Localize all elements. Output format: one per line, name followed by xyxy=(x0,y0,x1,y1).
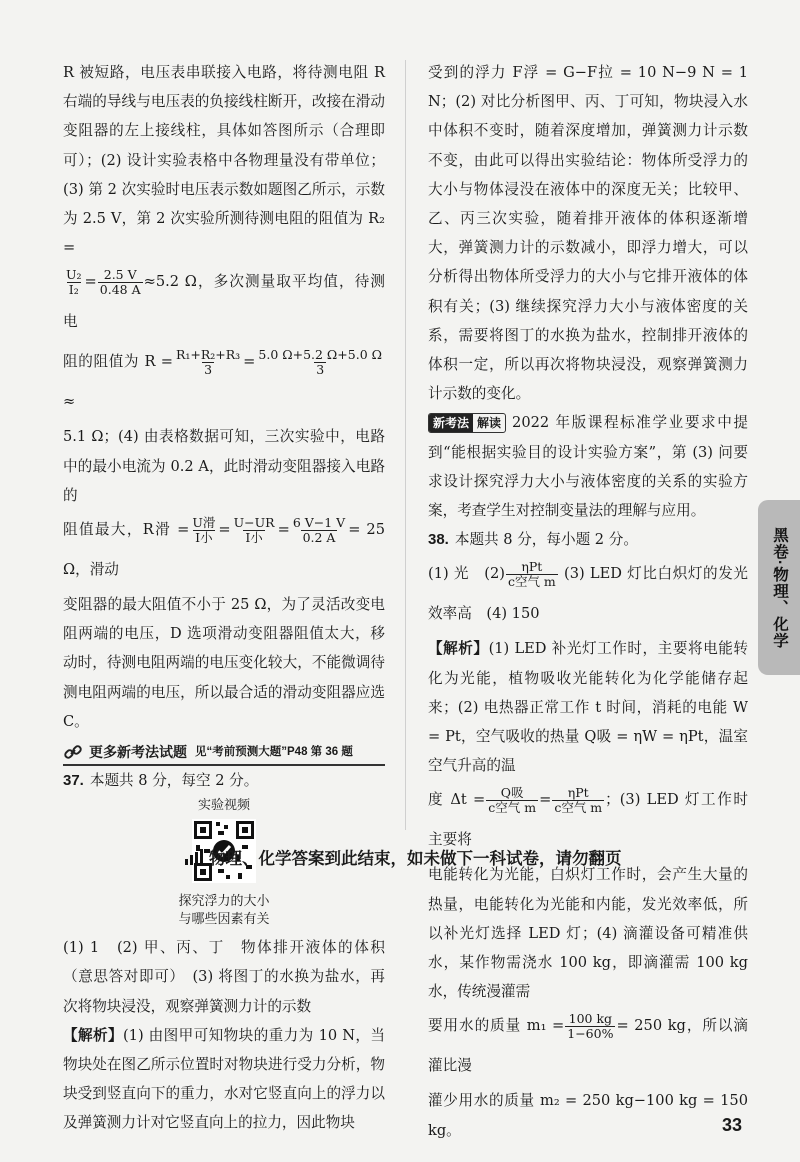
more-questions-title: 更多新考法试题 xyxy=(89,744,187,761)
new-method-note: 新考法 解读 2022 年版课程标准学业要求中提到“能根据实验目的设计实验方案”，第 (3) 问要求设计探究浮力大小与液体密度的关系的实验方案，考查学生对控制变量法的理解与应用。 xyxy=(428,414,748,520)
right-paragraph-6: 灌少用水的质量 m₂ = 250 kg−100 kg = 150 kg。 xyxy=(428,1092,748,1139)
fraction-u-slide: $\frac{\text{U滑}}{\text{I小}}$ xyxy=(192,514,216,545)
question-number: 37. xyxy=(63,772,84,790)
new-method-badge: 新考法 解读 xyxy=(428,413,506,433)
temperature-rise: 度 Δt = $\frac{\text{Q吸}}{\text{c空气 m}}$ = $\frac{\text{ηPt}}{\text{c空气 m}}$ ；(3) LED 灯工作时主要将 xyxy=(428,784,748,849)
resistance-calculation: $\frac{\text{U₂}}{\text{I₂}}$ = $\frac{2.5 V}{0.48 A}$ ≈5.2 Ω，多次测量取平均值，待测电 xyxy=(63,266,385,331)
fraction-r-sum: $\frac{\text{R₁+R₂+R₃}}{3}$ xyxy=(175,346,241,377)
question-number: 38. xyxy=(428,531,449,549)
answer-38: (1) 光 (2) $\frac{\text{ηPt}}{\text{c空气 m}}$ (3) LED 灯比白炽灯的发光效率高 (4) 150 xyxy=(428,558,749,623)
left-column xyxy=(63,58,385,1138)
analysis-label: 【解析】 xyxy=(428,640,489,658)
rheostat-calculation: 阻值最大，R滑 = $\frac{\text{U滑}}{\text{I小}}$ = $\frac{U-UR}{\text{I小}}$ = $\frac{6 V-1 V}{0.2 A}$ = 25 Ω，滑动 xyxy=(63,514,386,579)
fraction-etapt: $\frac{\text{ηPt}}{\text{c空气 m}}$ xyxy=(507,558,556,589)
fraction-2-5v-0-48a: $\frac{2.5 V}{0.48 A}$ xyxy=(99,266,141,297)
more-questions-banner[interactable] xyxy=(63,740,385,766)
left-paragraph-5: 变阻器的最大阻值不小于 25 Ω，为了灵活改变电阻两端的电压，D 选项滑动变阻器阻值太大，移动时，待测电阻两端的电压变化较大，不能微调待测电阻两端的电压，所以最合适的滑动变阻器应选 C。 xyxy=(63,596,385,730)
analysis-38: 【解析】(1) LED 补光灯工作时，主要将电能转化为光能，植物吸收光能转化为化学能储存起来；(2) 电热器正常工作 t 时间，消耗的电能 W = Pt，空气吸收的热量 Q吸 = ηW = ηPt，温室空气升高的温 xyxy=(428,640,748,775)
left-paragraph-3: 5.1 Ω；(4) 由表格数据可知，三次实验中，电路中的最小电流为 0.2 A，此时滑动变阻器接入电路的 xyxy=(63,428,385,504)
footer-notice-text: 物理、化学答案到此结束，如未做下一科试卷，请勿翻页 xyxy=(209,850,622,868)
link-icon xyxy=(63,742,83,762)
left-paragraph-1: R 被短路，电压表串联接入电路，将待测电阻 R 右端的导线与电压表的负接线柱断开，改接在滑动变阻器的左上接线柱，具体如答图所示（合理即可）；(2) 设计实验表格中各物理量没有带单位；(3) 第 2 次实验时电压表示数如题图乙所示，示数为 2.5 V，第 2 次实验所测待测电阻的阻值为 R₂ = xyxy=(63,64,385,257)
question-37-header: 37. 本题共 8 分，每空 2 分。 xyxy=(63,772,259,790)
analysis-label: 【解析】 xyxy=(63,1026,123,1044)
question-38-header: 38. 本题共 8 分，每小题 2 分。 xyxy=(428,531,638,549)
subject-side-tab xyxy=(758,500,800,675)
fraction-100kg: $\frac{100 kg}{1-60\%}$ xyxy=(567,1010,614,1041)
qr-title: 实验视频 xyxy=(197,798,250,814)
column-divider xyxy=(405,60,406,830)
analysis-37: 【解析】(1) 由图甲可知物块的重力为 10 N，当物块处在图乙所示位置时对物块进行受力分析，物块受到竖直向下的重力，水对它竖直向上的浮力以及弹簧测力计对它竖直向上的拉力，因此物块 xyxy=(63,1026,385,1132)
answer-37: (1) 1 (2) 甲、丙、丁 物体排开液体的体积（意思答对即可） (3) 将图丁的水换为盐水，再次将物块浸没，观察弹簧测力计的示数 xyxy=(63,939,385,1015)
fraction-etapt-2: $\frac{\text{ηPt}}{\text{c空气 m}}$ xyxy=(554,784,603,815)
fraction-u-minus-ur: $\frac{U-UR}{\text{I小}}$ xyxy=(233,514,275,545)
bar-signal-icon xyxy=(185,849,203,865)
page-number: 33 xyxy=(721,1115,742,1135)
fraction-5v-0-2a: $\frac{6 V-1 V}{0.2 A}$ xyxy=(292,514,346,545)
average-resistance: 阻的阻值为 R = $\frac{\text{R₁+R₂+R₃}}{3}$ = $\frac{5.0 \Omega+5.2 \Omega+5.0 \Omega}{3}$ ≈ xyxy=(63,346,382,411)
water-mass: 要用水的质量 m₁ = $\frac{100 kg}{1-60\%}$ = 250 kg，所以滴灌比漫 xyxy=(428,1010,749,1075)
side-tab-label: 黑卷·物理、化学 xyxy=(771,526,788,649)
qr-caption-line-2: 与哪些因素有关 xyxy=(178,912,270,928)
fraction-r-values: $\frac{5.0 \Omega+5.2 \Omega+5.0 \Omega}{3}$ xyxy=(258,346,382,377)
right-column xyxy=(428,58,748,1145)
right-paragraph-4: 电能转化为光能，白炽灯工作时，会产生大量的热量，电能转化为光能和内能，发光效率低，所以补光灯选择 LED 灯；(4) 滴灌设备可精准供水，某作物需浇水 100 kg，即滴灌需 100 kg 水，传统漫灌需 xyxy=(428,866,748,1001)
more-questions-ref: 见“考前预测大题”P48 第 36 题 xyxy=(195,746,353,759)
fraction-q-absorb: $\frac{\text{Q吸}}{\text{c空气 m}}$ xyxy=(488,784,537,815)
end-of-answers-notice xyxy=(185,845,625,869)
fraction-u2-i2: $\frac{\text{U₂}}{\text{I₂}}$ xyxy=(66,266,82,297)
qr-caption-line-1: 探究浮力的大小 xyxy=(178,894,270,910)
right-paragraph-1: 受到的浮力 F浮 = G−F拉 = 10 N−9 N = 1 N；(2) 对比分析图甲、丙、丁可知，物块浸入水中体积不变时，随着深度增加，弹簧测力计示数不变，由此可以得出实验结论：物体所受浮力的大小与物体浸没在液体中的深度无关；比较甲、乙、丙三次实验，随着排开液体的体积逐渐增大，弹簧测力计的示数减小，即浮力增大，可以分析得出物体所受浮力的大小与它排开液体的体积有关；(3) 继续探究浮力大小与液体密度的关系，需要将图丁的水换为盐水，控制排开液体的体积一定，所以再次将物块浸没，观察弹簧测力计示数的变化。 xyxy=(428,64,748,403)
